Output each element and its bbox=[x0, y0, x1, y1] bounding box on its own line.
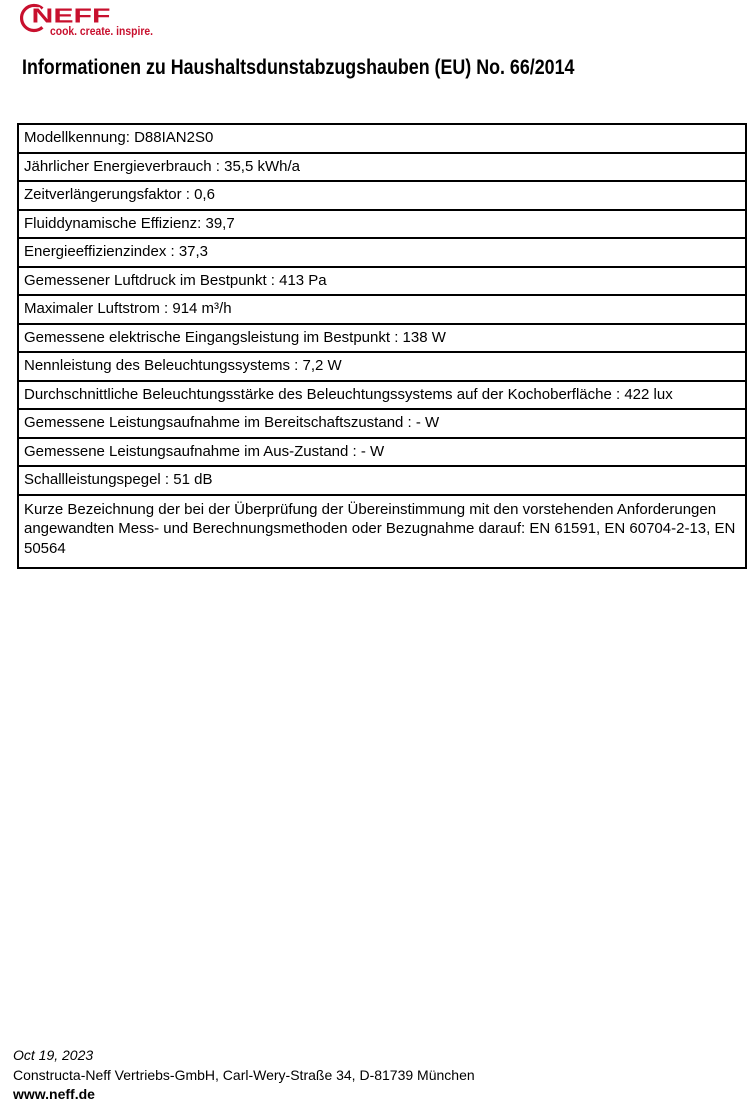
table-row-max-airflow bbox=[19, 296, 745, 325]
table-cell-text: Maximaler Luftstrom : 914 m³/h bbox=[24, 300, 232, 318]
table-cell-text: Gemessene Leistungsaufnahme im Bereitschaftszustand : - W bbox=[24, 414, 440, 432]
footer-website: www.neff.de bbox=[13, 1086, 95, 1102]
table-row-model bbox=[19, 125, 745, 154]
table-cell-text: Jährlicher Energieverbrauch : 35,5 kWh/a bbox=[24, 157, 300, 175]
table-cell-text: Zeitverlängerungsfaktor : 0,6 bbox=[24, 186, 215, 204]
table-cell-text: Energieeffizienzindex : 37,3 bbox=[24, 243, 209, 261]
footer-date: Oct 19, 2023 bbox=[13, 1047, 94, 1063]
footer-company-address: Constructa-Neff Vertriebs-GmbH, Carl-Wery-Straße 34, D-81739 München bbox=[13, 1066, 475, 1083]
table-cell-text: Fluiddynamische Effizienz: 39,7 bbox=[24, 214, 235, 232]
table-row-lighting-power bbox=[19, 353, 745, 382]
table-cell-text: Kurze Bezeichnung der bei der Überprüfung der Übereinstimmung mit den vorstehenden Anforderungen angewandten Mess- und Berechnungsmethoden oder Bezugnahme darauf: EN 61591, EN 60704-2-13, EN 50564 bbox=[24, 500, 736, 557]
table-row-electric-input bbox=[19, 325, 745, 354]
table-cell-text: Gemessene Leistungsaufnahme im Aus-Zustand : - W bbox=[24, 442, 385, 460]
neff-brand-text: NEFF bbox=[31, 5, 111, 28]
table-row-sound-level bbox=[19, 467, 745, 496]
table-row-air-pressure bbox=[19, 268, 745, 297]
table-row-off-power bbox=[19, 439, 745, 468]
table-cell-text: Gemessene elektrische Eingangsleistung im Bestpunkt : 138 W bbox=[24, 328, 446, 346]
neff-tagline: cook. create. inspire. bbox=[50, 26, 153, 38]
table-cell-text: Durchschnittliche Beleuchtungsstärke des Beleuchtungssystems auf der Kochoberfläche : 422 lux bbox=[24, 385, 673, 403]
table-cell-text: Nennleistung des Beleuchtungssystems : 7,2 W bbox=[24, 357, 342, 375]
table-row-annual-energy bbox=[19, 154, 745, 183]
table-row-time-factor bbox=[19, 182, 745, 211]
footer bbox=[13, 1046, 475, 1105]
table-cell-text: Gemessener Luftdruck im Bestpunkt : 413 Pa bbox=[24, 271, 327, 289]
product-info-table bbox=[17, 123, 747, 569]
table-row-standby-power bbox=[19, 410, 745, 439]
neff-logo bbox=[20, 3, 180, 39]
table-row-energy-index bbox=[19, 239, 745, 268]
table-cell-text: Modellkennung: D88IAN2S0 bbox=[24, 129, 214, 147]
table-cell-text: Schallleistungspegel : 51 dB bbox=[24, 471, 213, 489]
table-row-fluid-efficiency bbox=[19, 211, 745, 240]
document-title: Informationen zu Haushaltsdunstabzugshauben (EU) No. 66/2014 bbox=[22, 56, 575, 79]
table-row-measurement-methods bbox=[19, 496, 745, 567]
table-row-illuminance bbox=[19, 382, 745, 411]
